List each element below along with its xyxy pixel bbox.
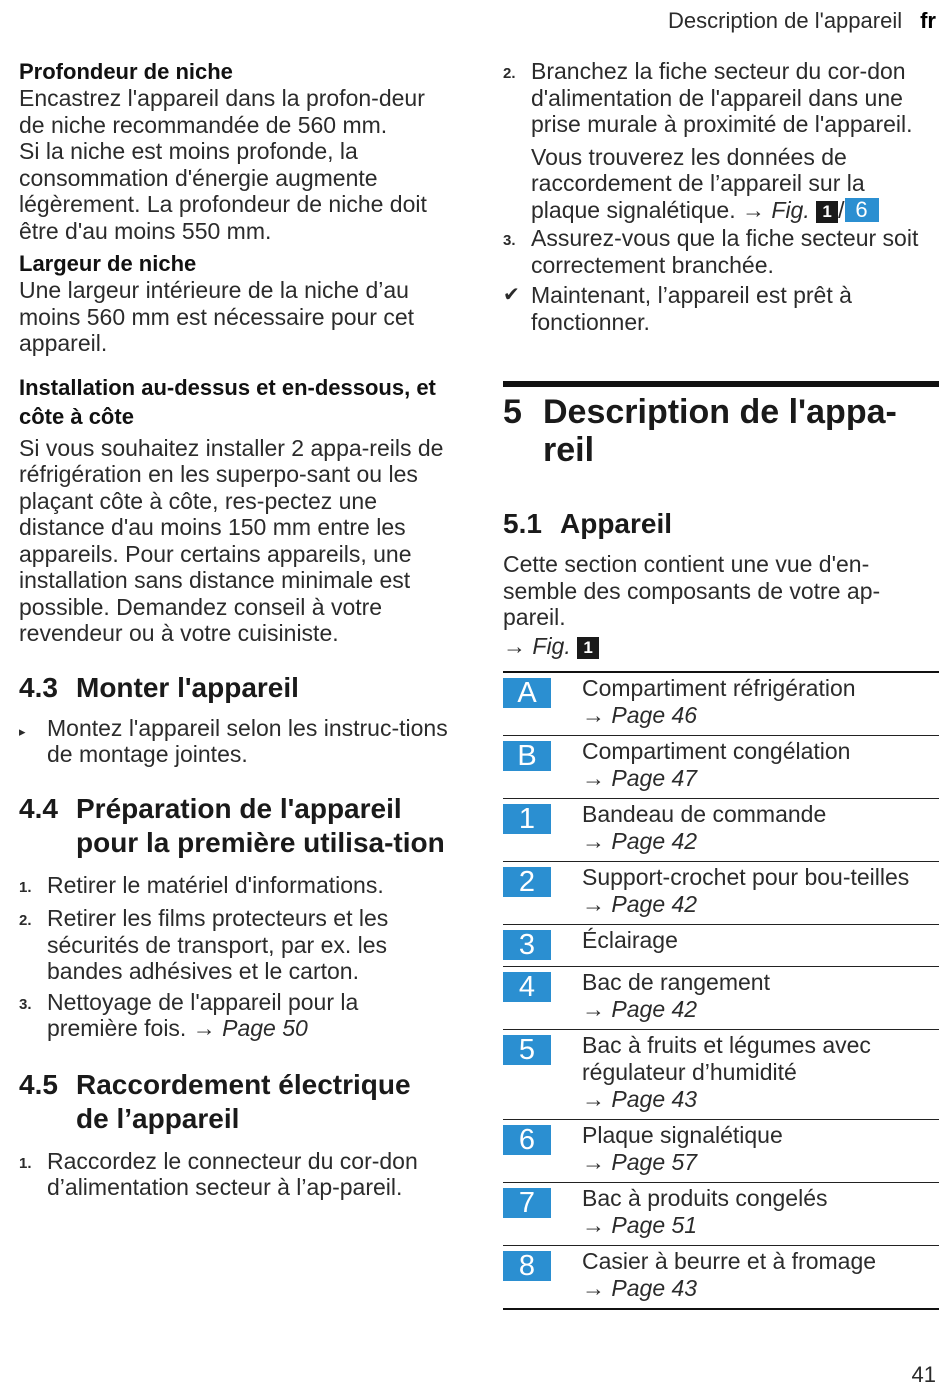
bullet-icon: ▸	[19, 723, 26, 739]
component-key-badge: 3	[503, 930, 551, 960]
step-number: 2.	[503, 65, 516, 82]
component-desc-cell	[582, 925, 939, 967]
page-link[interactable]: → Page 43	[582, 1086, 698, 1112]
list-item	[503, 144, 939, 224]
chapter-number: 5	[503, 393, 522, 431]
table-row	[503, 799, 939, 862]
step-text: Retirer les films protecteurs et les sécurités de transport, par ex. les bandes adhésives et le carton.	[47, 905, 389, 984]
fig-link[interactable]: → Fig.	[742, 196, 810, 223]
page-link[interactable]: → Page 46	[582, 702, 698, 728]
component-desc-cell	[582, 967, 939, 1030]
component-desc-cell	[582, 736, 939, 799]
step-note-wrap	[531, 144, 939, 224]
step-number: 3.	[503, 232, 516, 249]
table-row	[503, 862, 939, 925]
stacked-install-p1: Si vous souhaitez installer 2 appa-reils de réfrigération en les superpo-sant ou les plaçant côte à côte, res-pectez une distance d'au moins 150 mm entre les appareils. Pour certains appareils, une installation sans distance minimale est possible. Demandez conseil à votre revendeur ou à votre cuisiniste.	[19, 434, 444, 646]
step-text: Assurez-vous que la fiche secteur soit correctement branchée.	[531, 225, 919, 278]
component-desc-cell	[582, 1183, 939, 1246]
component-key-cell	[503, 1183, 582, 1246]
component-key-cell	[503, 736, 582, 799]
component-key-cell	[503, 925, 582, 967]
section-number: 5.1	[503, 508, 542, 539]
section-5-1-heading	[503, 507, 939, 541]
section-4-4-heading	[19, 792, 449, 860]
table-row	[503, 967, 939, 1030]
section-4-5-steps	[19, 1148, 449, 1201]
fig-badge: 1	[816, 201, 838, 223]
table-row	[503, 736, 939, 799]
chapter-title: Description de l'appa-reil	[543, 393, 897, 469]
section-number: 4.4	[19, 792, 58, 824]
running-header	[668, 8, 936, 34]
table-row	[503, 925, 939, 967]
list-item-text: Montez l'appareil selon les instruc-tions de montage jointes.	[47, 714, 448, 767]
niche-width-p1: Une largeur intérieure de la niche d’au moins 560 mm est nécessaire pour cet appareil.	[19, 277, 415, 356]
list-item	[503, 225, 939, 278]
step-text: Raccordez le connecteur du cor-don d’alimentation secteur à l’ap-pareil.	[47, 1147, 418, 1200]
table-row	[503, 1030, 939, 1120]
section-number: 4.5	[19, 1068, 58, 1100]
connection-steps	[503, 58, 939, 335]
component-label: Casier à beurre et à fromage	[582, 1248, 877, 1274]
section-4-4-steps	[19, 872, 449, 1042]
chapter-rule	[503, 381, 939, 387]
section-5-1-intro: Cette section contient une vue d'en-semble des composants de votre ap-pareil.	[503, 551, 881, 630]
chapter-5-heading	[503, 393, 939, 469]
table-row	[503, 672, 939, 736]
list-item	[19, 1148, 449, 1201]
component-label: Bac à produits congelés	[582, 1185, 828, 1211]
component-key-cell	[503, 672, 582, 736]
table-row	[503, 1120, 939, 1183]
component-key-badge: B	[503, 741, 551, 771]
fig-link[interactable]: → Fig.	[503, 632, 571, 659]
component-key-badge: 2	[503, 867, 551, 897]
component-label: Bac à fruits et légumes avec régulateur d’humidité	[582, 1032, 871, 1085]
component-key-cell	[503, 862, 582, 925]
page-link[interactable]: → Page 42	[582, 996, 698, 1022]
component-key-badge: 1	[503, 804, 551, 834]
component-label: Compartiment congélation	[582, 738, 851, 764]
page-link[interactable]: → Page 43	[582, 1275, 698, 1301]
component-desc-cell	[582, 1246, 939, 1310]
component-key-cell	[503, 1246, 582, 1310]
step-text: Nettoyage de l'appareil pour la première fois.	[47, 988, 359, 1041]
page-link[interactable]: → Page 57	[582, 1149, 698, 1175]
check-icon: ✔	[503, 284, 520, 306]
list-item	[19, 905, 449, 985]
page-link[interactable]: → Page 50	[192, 1015, 308, 1041]
section-4-3-list	[19, 715, 449, 768]
component-key-badge: 6	[503, 1125, 551, 1155]
component-key-badge: 7	[503, 1188, 551, 1218]
component-key-cell	[503, 967, 582, 1030]
component-key-badge: 8	[503, 1251, 551, 1281]
fig-reference	[503, 633, 939, 660]
list-item	[19, 715, 449, 768]
section-title: Préparation de l'appareil pour la première utilisa-tion	[76, 792, 445, 858]
component-label: Bac de rangement	[582, 969, 770, 995]
section-title: Raccordement électrique de l’appareil	[76, 1068, 411, 1134]
list-item	[503, 58, 939, 138]
list-item	[19, 989, 449, 1042]
step-number: 2.	[19, 912, 32, 929]
left-column	[19, 56, 449, 1201]
step-number: 1.	[19, 878, 32, 896]
page-link[interactable]: → Page 51	[582, 1212, 698, 1238]
component-label: Support-crochet pour bou-teilles	[582, 864, 910, 890]
header-section: Description de l'appareil	[668, 8, 903, 33]
list-item	[19, 872, 449, 902]
component-label: Plaque signalétique	[582, 1122, 783, 1148]
component-key-cell	[503, 1030, 582, 1120]
page-link[interactable]: → Page 47	[582, 765, 698, 791]
niche-depth-p2: Si la niche est moins profonde, la consommation d'énergie augmente légèrement. La profondeur de niche doit être d'au moins 550 mm.	[19, 138, 427, 244]
fig-separator: /	[838, 196, 845, 223]
step-number: 1.	[19, 1154, 32, 1172]
stacked-install-title: Installation au-dessus et en-dessous, et côte à côte	[19, 374, 436, 429]
component-label: Compartiment réfrigération	[582, 675, 856, 701]
component-key-badge: 4	[503, 972, 551, 1002]
fig-badge: 1	[577, 637, 599, 659]
result-text: Maintenant, l’appareil est prêt à fonctionner.	[531, 282, 852, 335]
step-note: Vous trouverez les données de raccordement de l’appareil sur la plaque signalétique.	[531, 143, 865, 223]
page-link[interactable]: → Page 42	[582, 828, 698, 854]
step-number: 3.	[19, 995, 32, 1013]
component-key-cell	[503, 799, 582, 862]
section-title: Appareil	[560, 508, 673, 539]
component-label: Éclairage	[582, 927, 678, 953]
component-desc-cell	[582, 799, 939, 862]
right-column	[503, 56, 939, 1310]
component-label: Bandeau de commande	[582, 801, 827, 827]
component-desc-cell	[582, 672, 939, 736]
niche-depth-p1: Encastrez l'appareil dans la profon-deur de niche recommandée de 560 mm.	[19, 85, 425, 138]
component-desc-cell	[582, 1030, 939, 1120]
section-4-3-heading	[19, 671, 449, 705]
niche-depth-title: Profondeur de niche	[19, 59, 233, 84]
niche-width-title: Largeur de niche	[19, 251, 197, 276]
section-4-5-heading	[19, 1068, 449, 1136]
component-key-badge: A	[503, 678, 551, 708]
table-row	[503, 1246, 939, 1310]
section-number: 4.3	[19, 671, 58, 703]
section-title: Monter l'appareil	[76, 671, 299, 703]
fig-badge: 6	[845, 198, 879, 222]
page-link[interactable]: → Page 42	[582, 891, 698, 917]
page-number: 41	[911, 1362, 936, 1387]
components-table	[503, 671, 939, 1310]
step-text-wrap	[47, 989, 449, 1042]
component-desc-cell	[582, 862, 939, 925]
component-desc-cell	[582, 1120, 939, 1183]
table-row	[503, 1183, 939, 1246]
step-text: Retirer le matériel d'informations.	[47, 871, 384, 898]
component-key-cell	[503, 1120, 582, 1183]
list-item	[503, 282, 939, 335]
header-lang: fr	[920, 8, 936, 33]
component-key-badge: 5	[503, 1035, 551, 1065]
step-text: Branchez la fiche secteur du cor-don d'alimentation de l'appareil dans une prise murale à proximité de l'appareil.	[531, 58, 913, 137]
